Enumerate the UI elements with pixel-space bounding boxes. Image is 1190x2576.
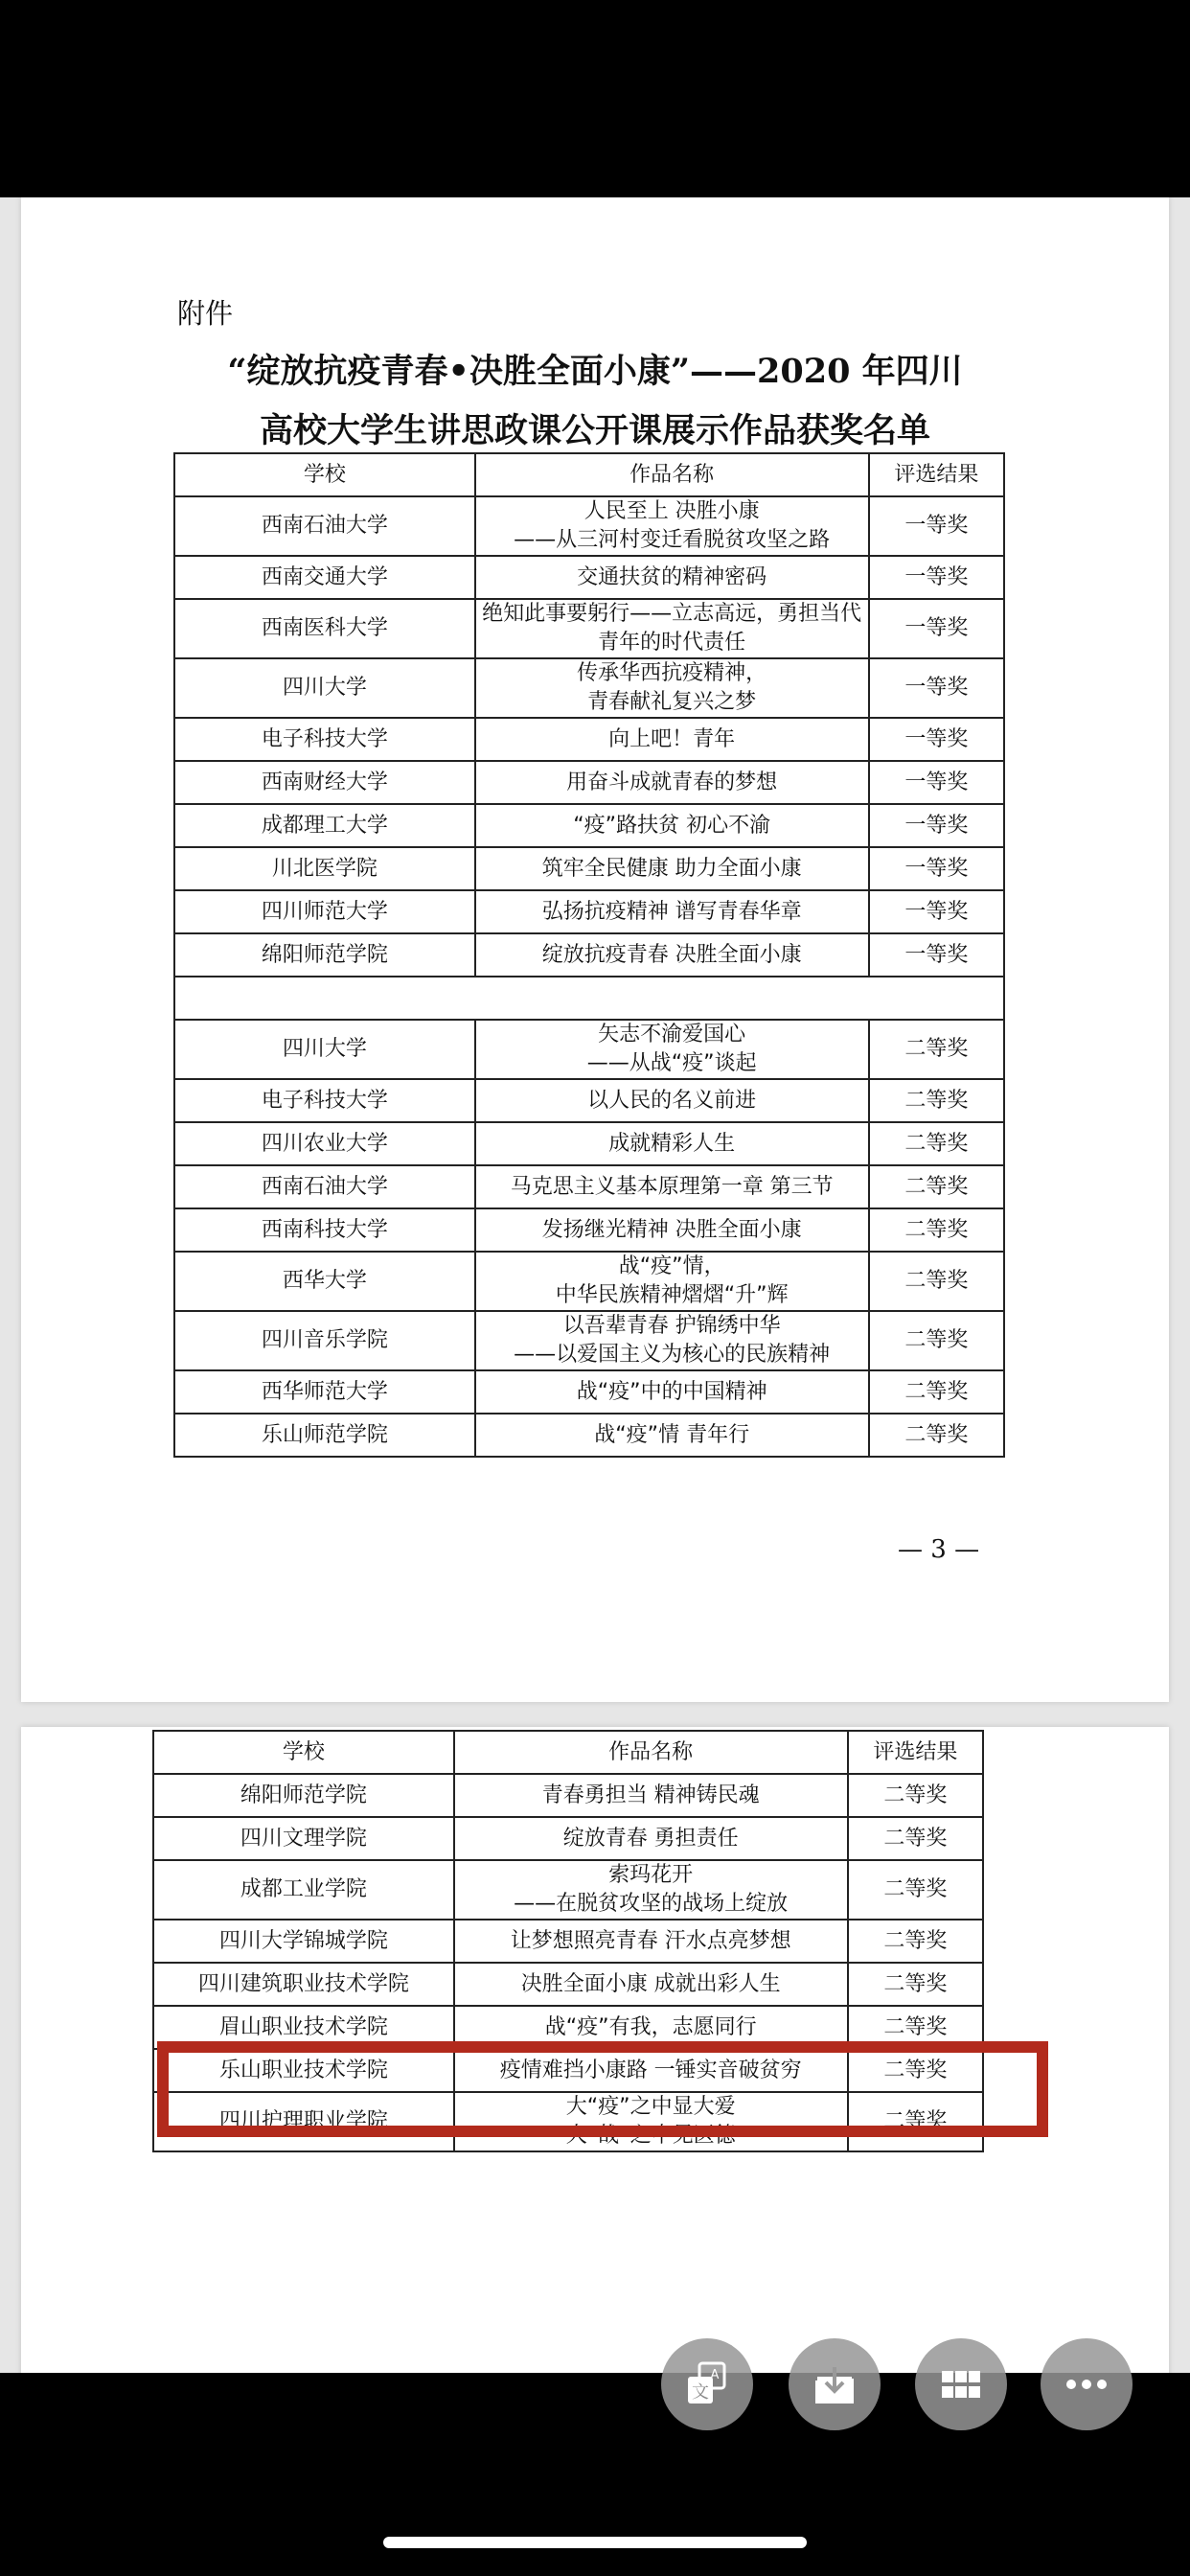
cell-work: 决胜全面小康 成就出彩人生	[454, 1963, 848, 2006]
cell-result: 一等奖	[869, 847, 1004, 890]
download-icon	[808, 2358, 861, 2411]
table-row	[153, 1817, 983, 1860]
table-row	[174, 1252, 1004, 1311]
cell-result: 一等奖	[869, 761, 1004, 804]
table-row	[153, 1774, 983, 1817]
table-header-row	[174, 453, 1004, 496]
cell-school: 西南医科大学	[174, 599, 475, 658]
cell-work: 向上吧！青年	[475, 718, 869, 761]
table-row	[174, 1311, 1004, 1370]
cell-work: 战“疫”情， 中华民族精神熠熠“升”辉	[475, 1252, 869, 1311]
translate-button[interactable]	[661, 2338, 753, 2430]
cell-work: 索玛花开 ——在脱贫攻坚的战场上绽放	[454, 1860, 848, 1920]
cell-result: 一等奖	[869, 599, 1004, 658]
cell-work: 矢志不渝爱国心 ——从战“疫”谈起	[475, 1020, 869, 1079]
highlight-box	[157, 2041, 1048, 2137]
cell-work: 传承华西抗疫精神， 青春献礼复兴之梦	[475, 658, 869, 718]
cell-school: 乐山职业技术学院	[153, 2049, 454, 2092]
table-row	[174, 1122, 1004, 1165]
cell-work: 用奋斗成就青春的梦想	[475, 761, 869, 804]
cell-school: 四川大学锦城学院	[153, 1920, 454, 1963]
page-number: — 3 —	[898, 1535, 980, 1564]
svg-text:文: 文	[692, 2382, 709, 2403]
translate-icon	[680, 2358, 734, 2411]
cell-school: 电子科技大学	[174, 1079, 475, 1122]
cell-result: 二等奖	[848, 1774, 983, 1817]
cell-school: 四川大学	[174, 1020, 475, 1079]
document-page-3	[21, 197, 1169, 1702]
table-row	[174, 1165, 1004, 1208]
section-gap	[174, 977, 1004, 1020]
table-row	[174, 1414, 1004, 1457]
cell-result: 二等奖	[848, 2006, 983, 2049]
cell-school: 乐山师范学院	[174, 1414, 475, 1457]
cell-school: 西南石油大学	[174, 1165, 475, 1208]
cell-school: 西华大学	[174, 1252, 475, 1311]
cell-school: 四川建筑职业技术学院	[153, 1963, 454, 2006]
table-row	[174, 496, 1004, 556]
cell-school: 西华师范大学	[174, 1370, 475, 1414]
svg-text:A: A	[710, 2368, 720, 2382]
attachment-label: 附件	[177, 297, 234, 330]
cell-result: 二等奖	[848, 1817, 983, 1860]
cell-work: 人民至上 决胜小康 ——从三河村变迁看脱贫攻坚之路	[475, 496, 869, 556]
table-row	[153, 1860, 983, 1920]
cell-school: 成都工业学院	[153, 1860, 454, 1920]
header-work: 作品名称	[454, 1731, 848, 1774]
cell-work: 发扬继光精神 决胜全面小康	[475, 1208, 869, 1252]
table-row	[174, 718, 1004, 761]
table-row	[174, 599, 1004, 658]
cell-result: 二等奖	[869, 1252, 1004, 1311]
cell-result: 二等奖	[869, 1414, 1004, 1457]
header-result: 评选结果	[848, 1731, 983, 1774]
header-school: 学校	[153, 1731, 454, 1774]
cell-work: 战“疫”情 青年行	[475, 1414, 869, 1457]
header-school: 学校	[174, 453, 475, 496]
cell-result: 二等奖	[869, 1311, 1004, 1370]
cell-work: 青春勇担当 精神铸民魂	[454, 1774, 848, 1817]
cell-school: 西南财经大学	[174, 761, 475, 804]
cell-result: 二等奖	[869, 1165, 1004, 1208]
cell-result: 一等奖	[869, 933, 1004, 977]
cell-work: 交通扶贫的精神密码	[475, 556, 869, 599]
table-row	[174, 556, 1004, 599]
cell-school: 西南科技大学	[174, 1208, 475, 1252]
cell-result: 二等奖	[848, 1920, 983, 1963]
cell-result: 一等奖	[869, 890, 1004, 933]
more-button[interactable]	[1041, 2338, 1133, 2430]
cell-work: 疫情难挡小康路 一锤实音破贫穷	[454, 2049, 848, 2092]
cell-work: 成就精彩人生	[475, 1122, 869, 1165]
cell-result: 二等奖	[869, 1079, 1004, 1122]
first-prize-rows	[174, 496, 1004, 977]
cell-school: 四川师范大学	[174, 890, 475, 933]
awards-table-page-3	[173, 452, 1005, 1458]
cell-result: 二等奖	[848, 1963, 983, 2006]
table-row	[174, 933, 1004, 977]
header-work: 作品名称	[475, 453, 869, 496]
cell-school: 四川文理学院	[153, 1817, 454, 1860]
second-prize-rows	[174, 1020, 1004, 1457]
table-row	[174, 658, 1004, 718]
cell-result: 二等奖	[869, 1122, 1004, 1165]
cell-work: 绽放抗疫青春 决胜全面小康	[475, 933, 869, 977]
cell-result: 二等奖	[869, 1370, 1004, 1414]
cell-result: 二等奖	[869, 1208, 1004, 1252]
header-result: 评选结果	[869, 453, 1004, 496]
table-row	[174, 1020, 1004, 1079]
cell-work: 以人民的名义前进	[475, 1079, 869, 1122]
table-row	[174, 761, 1004, 804]
cell-school: 绵阳师范学院	[153, 1774, 454, 1817]
cell-result: 一等奖	[869, 658, 1004, 718]
cell-result: 二等奖	[848, 1860, 983, 1920]
table-row	[174, 1208, 1004, 1252]
download-button[interactable]	[789, 2338, 881, 2430]
cell-result: 二等奖	[848, 2049, 983, 2092]
cell-school: 绵阳师范学院	[174, 933, 475, 977]
cell-work: 绽放青春 勇担责任	[454, 1817, 848, 1860]
cell-work: 大“疫”之中显大爱 大“战”之中见医德	[454, 2092, 848, 2151]
cell-result: 二等奖	[869, 1020, 1004, 1079]
table-row	[174, 804, 1004, 847]
grid-icon	[934, 2358, 988, 2411]
cell-work: “疫”路扶贫 初心不渝	[475, 804, 869, 847]
cell-work: 绝知此事要躬行——立志高远，勇担当代青年的时代责任	[475, 599, 869, 658]
table-row	[174, 1370, 1004, 1414]
table-header-row	[153, 1731, 983, 1774]
cell-work: 以吾辈青春 护锦绣中华 ——以爱国主义为核心的民族精神	[475, 1311, 869, 1370]
cell-school: 眉山职业技术学院	[153, 2006, 454, 2049]
cell-school: 西南石油大学	[174, 496, 475, 556]
cell-work: 弘扬抗疫精神 谱写青春华章	[475, 890, 869, 933]
cell-school: 四川护理职业学院	[153, 2092, 454, 2151]
cell-school: 川北医学院	[174, 847, 475, 890]
table-row	[174, 1079, 1004, 1122]
cell-work: 战“疫”中的中国精神	[475, 1370, 869, 1414]
cell-result: 一等奖	[869, 496, 1004, 556]
cell-school: 成都理工大学	[174, 804, 475, 847]
title-line-2: 高校大学生讲思政课公开课展示作品获奖名单	[259, 411, 930, 450]
cell-result: 一等奖	[869, 718, 1004, 761]
cell-result: 一等奖	[869, 556, 1004, 599]
grid-button[interactable]	[915, 2338, 1007, 2430]
table-row	[153, 1920, 983, 1963]
table-row	[174, 890, 1004, 933]
title-line-1: “绽放抗疫青春•决胜全面小康”——2020 年四川	[227, 352, 963, 391]
table-row	[174, 847, 1004, 890]
cell-school: 四川音乐学院	[174, 1311, 475, 1370]
cell-school: 电子科技大学	[174, 718, 475, 761]
cell-work: 筑牢全民健康 助力全面小康	[475, 847, 869, 890]
cell-work: 马克思主义基本原理第一章 第三节	[475, 1165, 869, 1208]
home-indicator[interactable]	[383, 2537, 807, 2548]
table-row	[153, 1963, 983, 2006]
more-icon	[1060, 2358, 1113, 2411]
cell-school: 四川农业大学	[174, 1122, 475, 1165]
cell-school: 四川大学	[174, 658, 475, 718]
cell-school: 西南交通大学	[174, 556, 475, 599]
cell-work: 让梦想照亮青春 汗水点亮梦想	[454, 1920, 848, 1963]
cell-result: 一等奖	[869, 804, 1004, 847]
cell-result: 二等奖	[848, 2092, 983, 2151]
cell-work: 战“疫”有我，志愿同行	[454, 2006, 848, 2049]
